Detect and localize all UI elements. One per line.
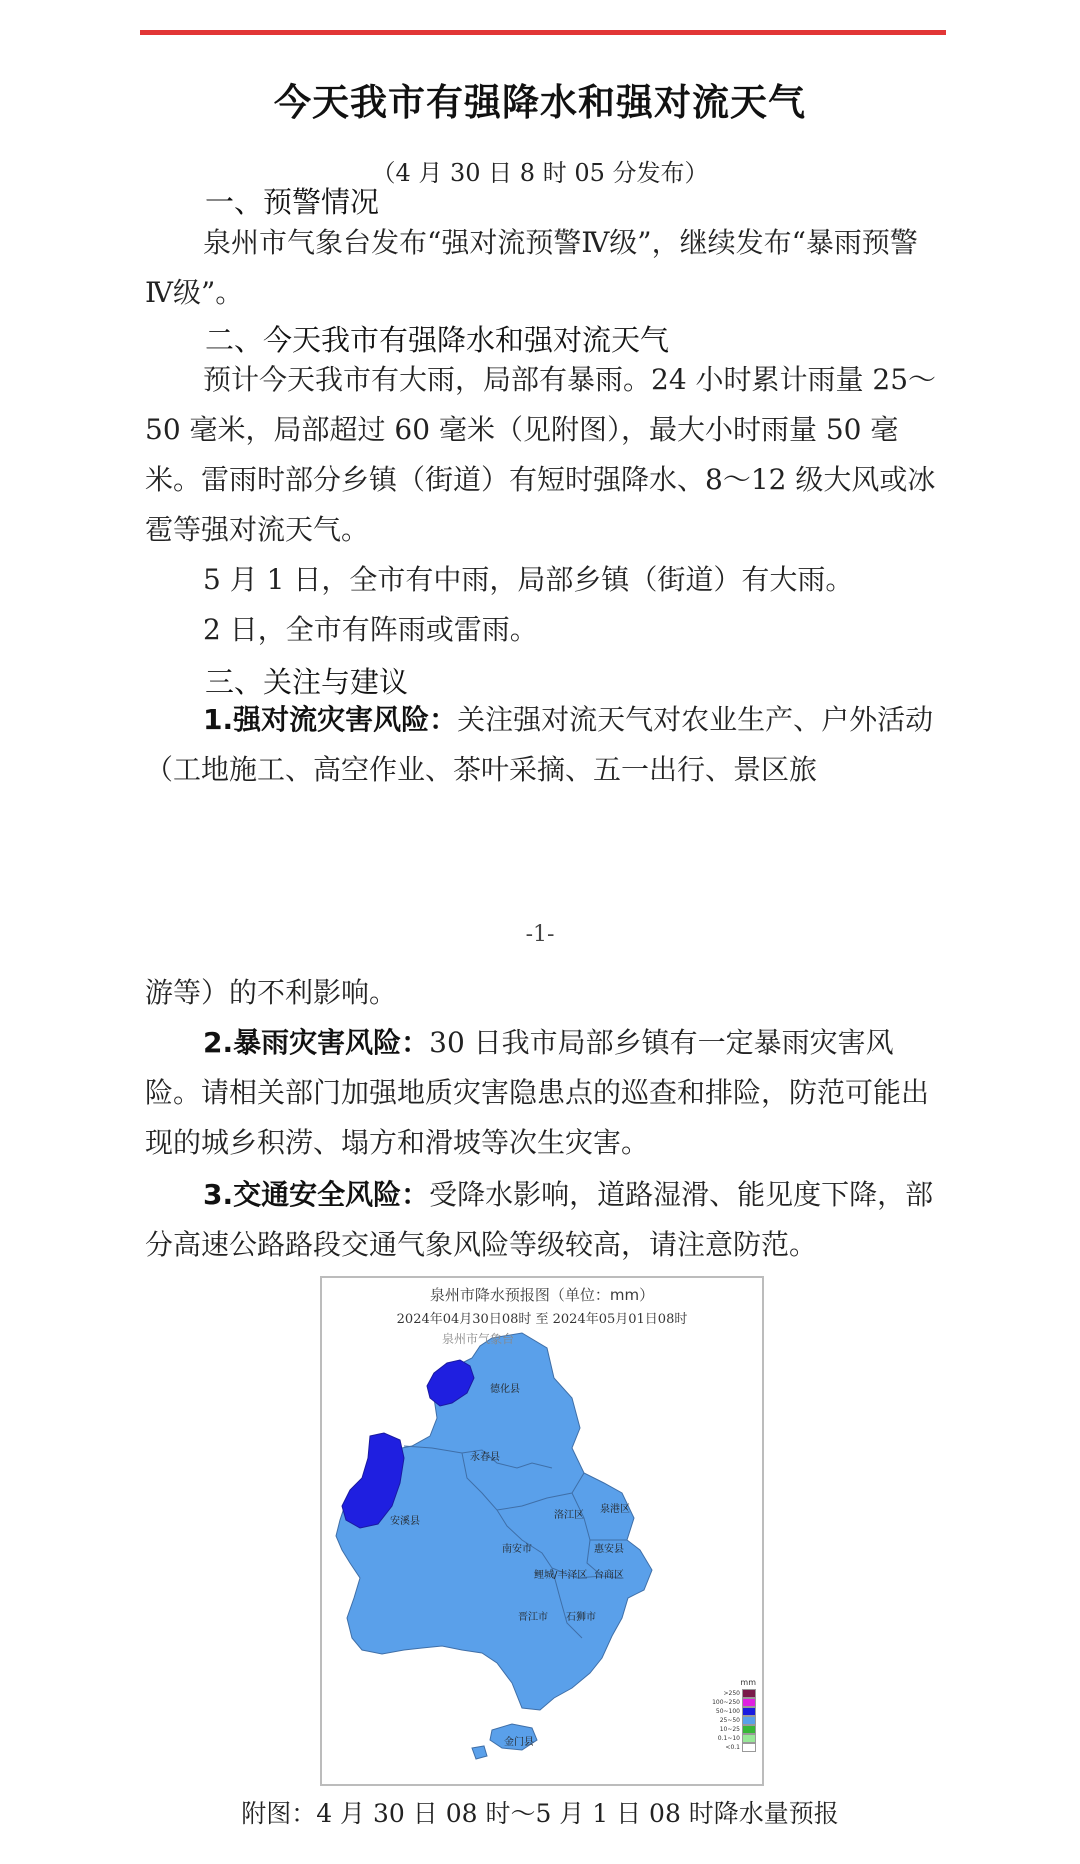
- may1-paragraph: 5 月 1 日，全市有中雨，局部乡镇（街道）有大雨。: [203, 563, 854, 596]
- district-shishi: 石狮市: [566, 1612, 596, 1623]
- risk-rainstorm-text: 30 日我市局部乡镇有一定暴雨灾害风险。请相关部门加强地质灾害隐患点的巡查和排险，防范可能出现的城乡积涝、塌方和滑坡等次生灾害。: [145, 1026, 930, 1159]
- may2-paragraph: 2 日，全市有阵雨或雷雨。: [203, 613, 538, 646]
- legend-swatch: [742, 1698, 756, 1707]
- map-time-range: 2024年04月30日08时 至 2024年05月01日08时: [396, 1312, 688, 1327]
- map-title: 泉州市降水预报图（单位：mm）: [429, 1286, 655, 1304]
- risk-convection-continued: 游等）的不利影响。: [145, 976, 398, 1009]
- section-heading-forecast: 二、今天我市有强降水和强对流天气: [205, 323, 670, 357]
- legend-item: 10~25: [710, 1725, 756, 1734]
- district-nanan: 南安市: [502, 1544, 532, 1555]
- warning-paragraph: 泉州市气象台发布“强对流预警Ⅳ级”，继续发布“暴雨预警Ⅳ级”。: [145, 226, 918, 309]
- district-yongchun: 永春县: [470, 1452, 500, 1463]
- risk-convection-label: 1.强对流灾害风险：: [203, 703, 458, 736]
- section-heading-warning: 一、预警情况: [205, 185, 380, 219]
- risk-traffic-label: 3.交通安全风险：: [203, 1178, 430, 1211]
- legend-item: 50~100: [710, 1707, 756, 1716]
- section-heading-advice: 三、关注与建议: [205, 665, 409, 699]
- district-licheng: 鲤城/丰泽区: [534, 1570, 588, 1581]
- risk-rainstorm-paragraph: [145, 1018, 945, 1168]
- map-stamp: 泉州市气象台: [442, 1332, 515, 1346]
- page-title: 今天我市有强降水和强对流天气: [274, 81, 806, 124]
- district-taishang: 台商区: [594, 1570, 624, 1581]
- precipitation-map: [320, 1276, 764, 1786]
- risk-rainstorm-label: 2.暴雨灾害风险：: [203, 1026, 430, 1059]
- legend-unit: mm: [740, 1678, 756, 1687]
- legend-swatch: [742, 1734, 756, 1743]
- map-legend: [710, 1678, 756, 1752]
- legend-item: <0.1: [710, 1743, 756, 1752]
- legend-swatch: [742, 1716, 756, 1725]
- issue-time: （4 月 30 日 8 时 05 分发布）: [371, 159, 709, 187]
- risk-traffic-text: 受降水影响，道路湿滑、能见度下降，部分高速公路路段交通气象风险等级较高，请注意防范。: [145, 1178, 934, 1261]
- legend-item: 100~250: [710, 1698, 756, 1707]
- legend-swatch: [742, 1689, 756, 1698]
- map-graphic: [322, 1278, 762, 1784]
- map-islet: [472, 1746, 487, 1759]
- district-dehua: 德化县: [490, 1384, 520, 1395]
- legend-swatch: [742, 1707, 756, 1716]
- forecast-paragraph: 预计今天我市有大雨，局部有暴雨。24 小时累计雨量 25～50 毫米，局部超过 60 毫米（见附图），最大小时雨量 50 毫米。雷雨时部分乡镇（街道）有短时强降水、8～12 级大风或冰雹等强对流天气。: [145, 363, 937, 546]
- legend-item: >250: [710, 1689, 756, 1698]
- district-quangang: 泉港区: [600, 1504, 630, 1515]
- district-luojiang: 洛江区: [554, 1510, 584, 1521]
- district-jinjiang: 晋江市: [518, 1612, 548, 1623]
- district-jinmen: 金门县: [504, 1737, 534, 1748]
- legend-swatch: [742, 1743, 756, 1752]
- top-red-rule: [140, 30, 946, 35]
- legend-item: 0.1~10: [710, 1734, 756, 1743]
- legend-swatch: [742, 1725, 756, 1734]
- map-caption: 附图：4 月 30 日 08 时～5 月 1 日 08 时降水量预报: [241, 1799, 839, 1828]
- risk-convection-paragraph: [145, 695, 945, 795]
- risk-traffic-paragraph: [145, 1170, 945, 1270]
- risk-convection-text: 关注强对流天气对农业生产、户外活动（工地施工、高空作业、茶叶采摘、五一出行、景区旅: [145, 703, 934, 786]
- page-number: -1-: [525, 922, 555, 947]
- district-anxi: 安溪县: [390, 1516, 420, 1527]
- district-huian: 惠安县: [594, 1544, 624, 1555]
- legend-item: 25~50: [710, 1716, 756, 1725]
